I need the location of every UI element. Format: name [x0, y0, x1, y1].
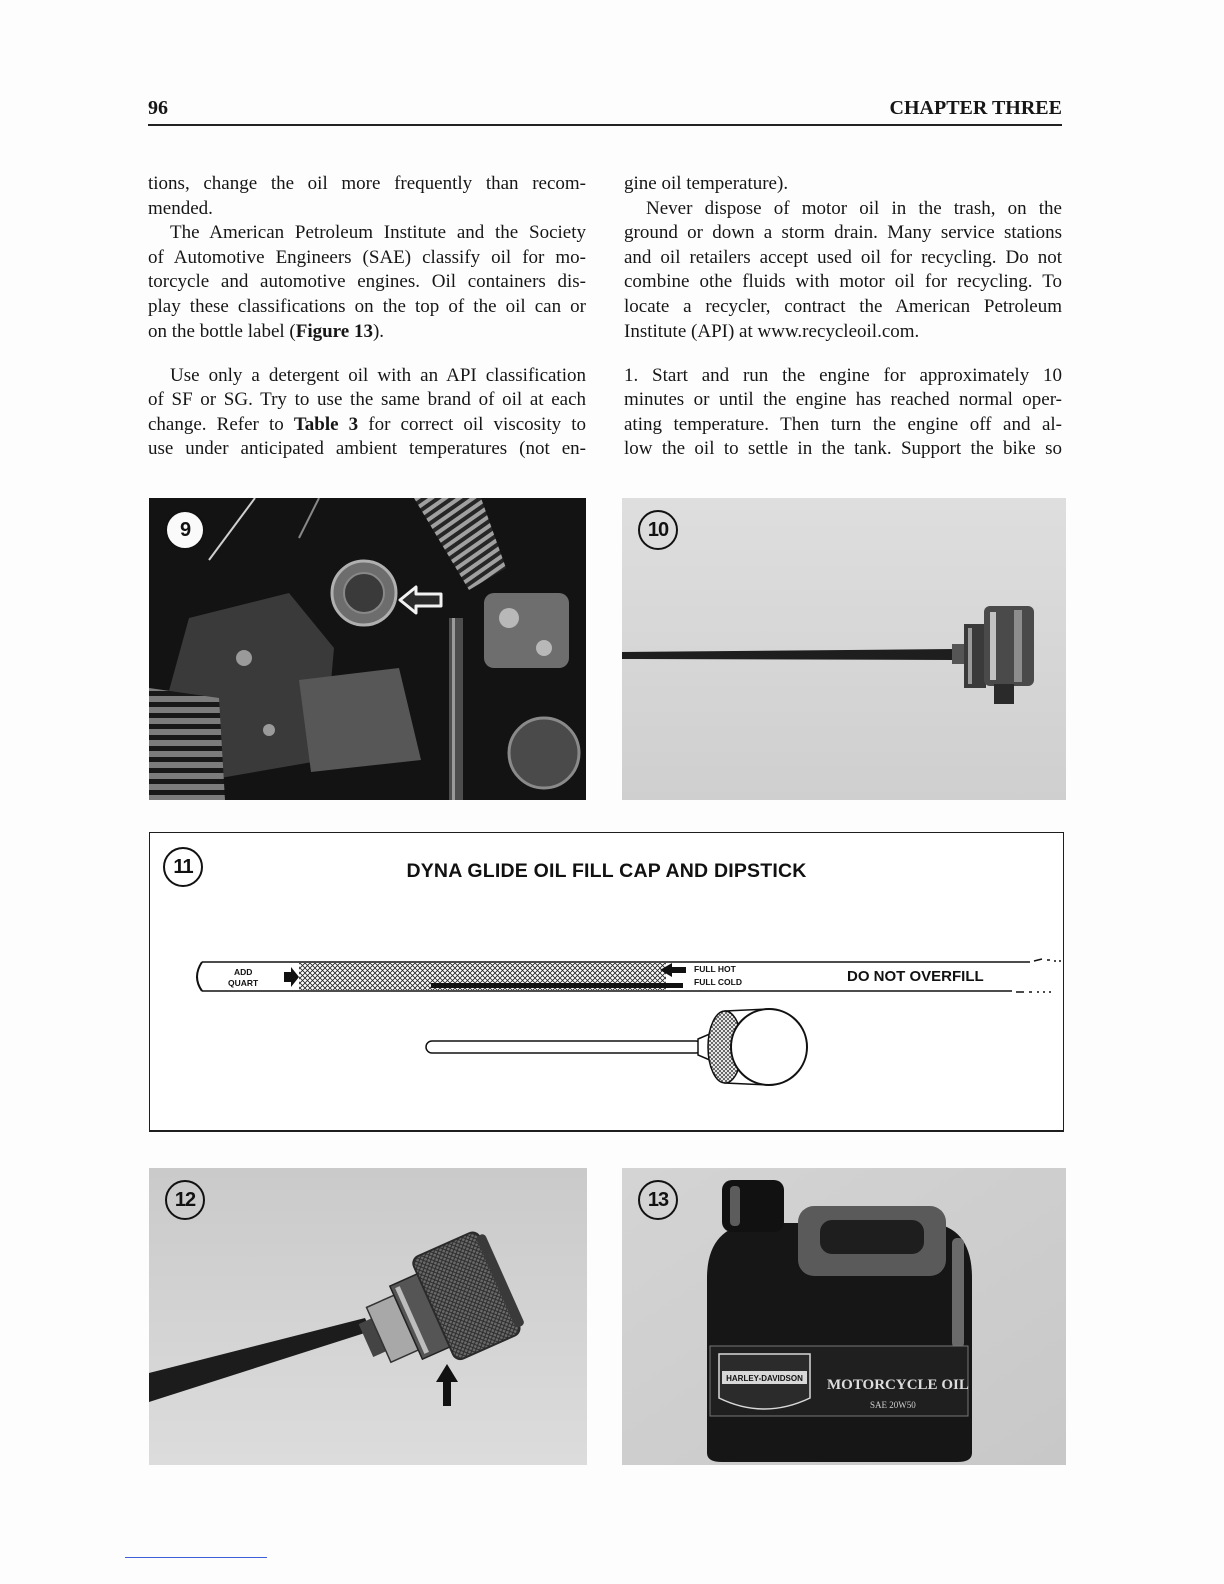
paragraph	[624, 172, 1062, 197]
hex-nut-highlight	[968, 628, 972, 684]
text-line: use under anticipated ambient temperatures (not en-	[148, 438, 586, 460]
figure-13-oil-container-photo	[622, 1168, 1066, 1465]
paragraph	[148, 364, 586, 462]
figure-number: 13	[647, 1188, 669, 1211]
oil-container-illustration	[622, 1168, 1066, 1465]
dipstick-rod	[426, 1041, 702, 1053]
full-cold-bar	[431, 983, 683, 988]
dipstick-drawing	[426, 1009, 807, 1085]
bolt	[263, 724, 275, 736]
text-line	[148, 320, 586, 345]
figure-number-badge	[638, 1180, 678, 1220]
hex-nut	[964, 624, 986, 688]
round-cover	[509, 718, 579, 788]
oil-tank-body	[299, 668, 421, 772]
oil-fill-cap-center	[344, 573, 384, 613]
figure-reference: Figure 13	[295, 320, 373, 342]
dipstick-photo-illustration	[622, 498, 1066, 800]
text-line: torcycle and automotive engines. Oil containers dis-	[148, 271, 586, 293]
bolt	[236, 650, 252, 666]
text-segment: for correct oil viscosity to	[358, 413, 587, 435]
carburetor	[484, 593, 569, 668]
product-name: MOTORCYCLE OIL	[827, 1377, 969, 1393]
fill-cap-face	[731, 1009, 807, 1085]
figure-number: 12	[174, 1188, 196, 1211]
figure-number: 10	[647, 518, 669, 541]
full-hot-label: FULL HOT	[694, 964, 736, 974]
paragraph	[148, 221, 586, 344]
cylinder-ribs	[149, 688, 225, 800]
paragraph	[148, 172, 586, 221]
rod-collar	[952, 644, 966, 664]
tube	[449, 618, 463, 800]
figure-number: 11	[173, 855, 193, 878]
bolt	[536, 640, 552, 656]
figure-number-badge	[165, 1180, 205, 1220]
text-line	[148, 413, 586, 438]
paragraph	[624, 364, 1062, 462]
tube-highlight	[452, 618, 455, 800]
figure-number: 9	[179, 518, 191, 541]
text-line: ating temperature. Then turn the engine off and al-	[624, 413, 1062, 435]
paragraph	[624, 197, 1062, 345]
do-not-overfill-label: DO NOT OVERFILL	[847, 968, 984, 985]
side-highlight	[952, 1238, 964, 1348]
add-label: ADD	[234, 967, 253, 977]
arrow-stem	[443, 1380, 451, 1406]
add-arrow-icon	[284, 967, 299, 987]
page-number: 96	[148, 97, 168, 119]
text-line: combine othe fluids with motor oil for recycling. To	[624, 271, 1062, 293]
text-line: low the oil to settle in the tank. Support the bike so	[624, 438, 1062, 460]
text-line: locate a recycler, contract the American Petroleum	[624, 295, 1062, 317]
handle-opening	[820, 1220, 924, 1254]
right-text-column	[624, 172, 1062, 462]
text-line: Institute (API) at www.recycleoil.com.	[624, 320, 920, 342]
brand-name: HARLEY-DAVIDSON	[726, 1374, 803, 1383]
text-line: The American Petroleum Institute and the Society	[170, 222, 586, 244]
engine-photo-illustration	[149, 498, 586, 800]
text-line: play these classifications on the top of the oil can or	[148, 295, 586, 317]
header-rule	[148, 124, 1062, 126]
figure-number-badge	[638, 510, 678, 550]
quart-label: QUART	[228, 978, 259, 988]
full-cold-label: FULL COLD	[694, 977, 743, 987]
scale-break-top	[1034, 959, 1061, 961]
text-line: of Automotive Engineers (SAE) classify oil for mo-	[148, 246, 586, 268]
diagram-title: DYNA GLIDE OIL FILL CAP AND DIPSTICK	[406, 860, 807, 882]
text-line: 1. Start and run the engine for approximately 10	[624, 364, 1062, 386]
text-line: gine oil temperature).	[624, 173, 789, 194]
figure-number-badge	[165, 510, 205, 550]
left-text-column	[148, 172, 586, 462]
scale-end	[197, 962, 202, 991]
text-segment: on the bottle label (	[148, 320, 296, 342]
text-line: of SF or SG. Try to use the same brand of oil at each	[148, 389, 586, 411]
text-line: and oil retailers accept used oil for recycling. Do not	[624, 246, 1062, 268]
text-segment: change. Refer to	[148, 413, 294, 435]
text-line: mended.	[148, 197, 213, 219]
bolt	[499, 608, 519, 628]
table-reference: Table 3	[293, 413, 359, 435]
cap-tab	[994, 684, 1014, 704]
figure-10-dipstick-photo	[622, 498, 1066, 800]
figure-11-dipstick-diagram	[149, 832, 1064, 1132]
chapter-title: CHAPTER THREE	[889, 97, 1062, 119]
text-segment: ).	[372, 320, 385, 342]
cap-highlight	[990, 612, 996, 680]
oil-grade: SAE 20W50	[870, 1400, 916, 1410]
cap-photo-illustration	[149, 1168, 587, 1465]
text-line: Never dispose of motor oil in the trash, on the	[646, 197, 1062, 219]
dipstick-scale	[197, 959, 1061, 992]
figure-12-cap-photo	[149, 1168, 587, 1465]
cap-highlight	[1014, 610, 1022, 682]
text-line: ground or down a storm drain. Many service stations	[624, 222, 1062, 244]
spout-highlight	[730, 1186, 740, 1226]
text-line: minutes or until the engine has reached normal oper-	[624, 389, 1062, 411]
figure-9-engine-photo	[149, 498, 586, 800]
footer-line	[125, 1557, 267, 1558]
text-line: tions, change the oil more frequently than recom-	[148, 173, 586, 194]
text-line: Use only a detergent oil with an API classification	[170, 364, 586, 386]
